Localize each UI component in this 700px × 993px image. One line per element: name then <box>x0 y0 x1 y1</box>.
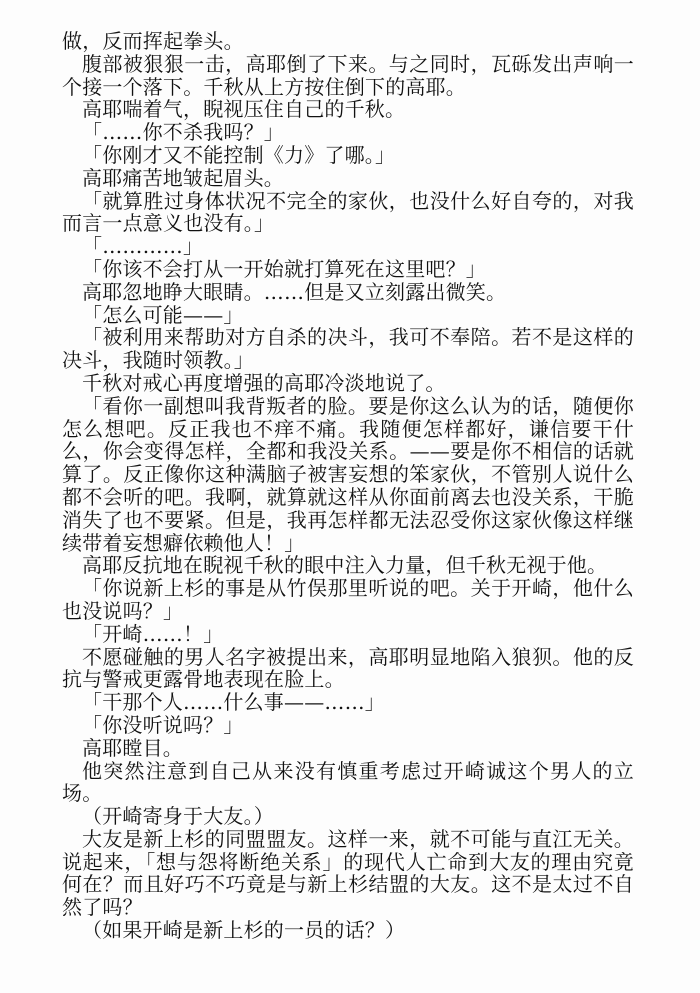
paragraph: 「你没听说吗？」 <box>82 712 244 737</box>
page-text <box>62 30 634 942</box>
paragraph: 「你该不会打从一开始就打算死在这里吧？」 <box>82 256 486 281</box>
paragraph: 不愿碰触的男人名字被提出来，高耶明显地陷入狼狈。他的反抗与警戒更露骨地表现在脸上。 <box>62 644 634 692</box>
paragraph: 千秋对戒心再度增强的高耶冷淡地说了。 <box>82 370 446 395</box>
paragraph: 高耶痛苦地皱起眉头。 <box>82 165 284 190</box>
paragraph: 高耶喘着气，睨视压住自己的千秋。 <box>82 97 406 122</box>
paragraph: 「看你一副想叫我背叛者的脸。要是你这么认为的话，随便你怎么想吧。反正我也不痒不痛。我随便怎样都好，谦信要干什么，你会变得怎样，全都和我没关系。——要是你不相信的话就算了。反正像你这种满脑子被害妄想的笨家伙，不管别人说什么都不会听的吧。我啊，就算就这样从你面前离去也没关系，干脆消失了也不要紧。但是，我再怎样都无法忍受你这家伙像这样继续带着妄想癖依赖他人！」 <box>62 393 634 555</box>
paragraph: 他突然注意到自己从来没有慎重考虑过开崎诚这个男人的立场。 <box>62 758 634 806</box>
paragraph: 高耶瞠目。 <box>82 735 183 760</box>
paragraph: 「怎么可能——」 <box>82 302 244 327</box>
paragraph: （开崎寄身于大友。） <box>82 804 274 829</box>
paragraph: 「干那个人……什么事——……」 <box>82 690 385 715</box>
paragraph: （如果开崎是新上杉的一员的话？） <box>82 918 406 943</box>
paragraph: 「被利用来帮助对方自杀的决斗，我可不奉陪。若不是这样的决斗，我随时领教。」 <box>62 325 634 373</box>
paragraph: 「…………」 <box>82 234 204 259</box>
paragraph: 「你说新上杉的事是从竹俣那里听说的吧。关于开崎，他什么也没说吗？」 <box>62 576 634 623</box>
paragraph: 高耶忽地睁大眼睛。……但是又立刻露出微笑。 <box>82 279 507 304</box>
paragraph: 腹部被狠狠一击，高耶倒了下来。与之同时，瓦砾发出声响一个接一个落下。千秋从上方按住倒下的高耶。 <box>62 51 634 99</box>
paragraph: 做，反而挥起拳头。 <box>62 29 244 53</box>
paragraph: 「开崎……！」 <box>82 621 224 646</box>
paragraph: 「你刚才又不能控制《力》了哪。」 <box>82 142 396 167</box>
paragraph: 「……你不杀我吗？」 <box>82 120 284 145</box>
paragraph: 「就算胜过身体状况不完全的家伙，也没什么好自夸的，对我而言一点意义也没有。」 <box>62 188 634 236</box>
paragraph: 大友是新上杉的同盟盟友。这样一来，就不可能与直江无关。说起来，「想与怨将断绝关系」的现代人亡命到大友的理由究竟何在？而且好巧不巧竟是与新上杉结盟的大友。这不是太过不自然了吗？ <box>62 826 634 920</box>
paragraph: 高耶反抗地在睨视千秋的眼中注入力量，但千秋无视于他。 <box>82 553 608 578</box>
